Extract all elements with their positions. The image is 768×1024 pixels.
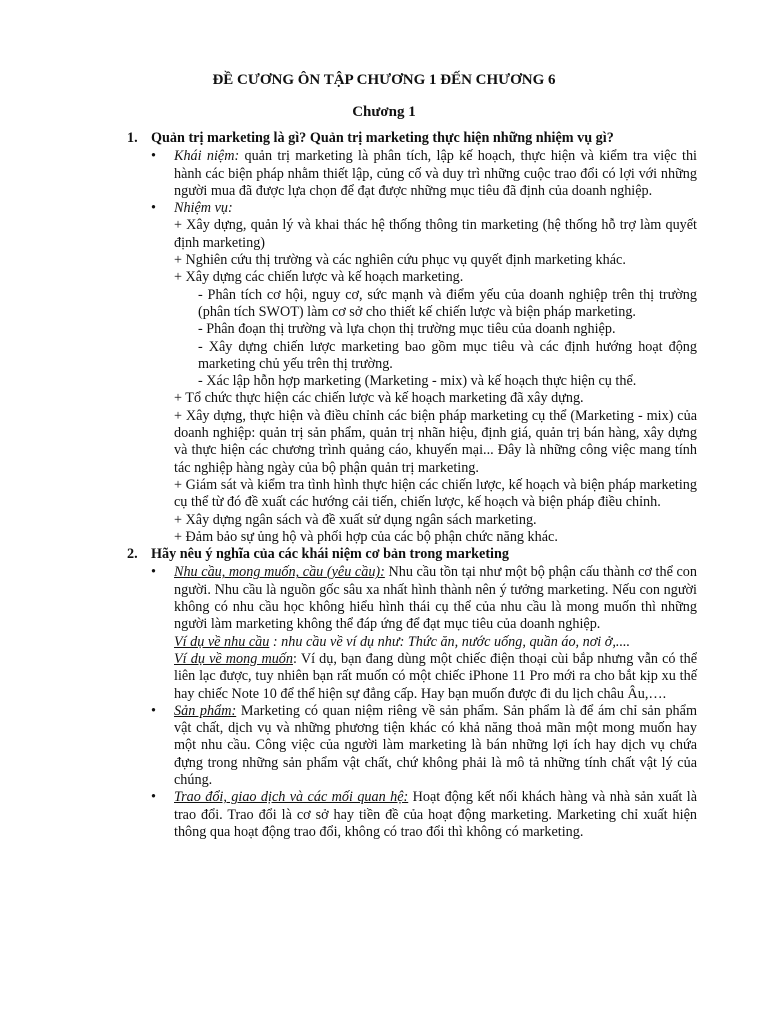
example-label: Ví dụ về nhu cầu <box>174 633 270 650</box>
list-item <box>127 703 697 789</box>
question-title: Quản trị marketing là gì? Quản trị marketing thực hiện những nhiệm vụ gì? <box>151 130 614 146</box>
item-term: Khái niệm: <box>174 148 240 165</box>
item-term: Trao đổi, giao dịch và các mối quan hệ: <box>174 789 409 806</box>
bullet-icon: • <box>151 200 156 217</box>
document-body <box>127 130 697 841</box>
sub-point: + Tổ chức thực hiện các chiến lược và kế hoạch marketing đã xây dựng. <box>174 390 584 407</box>
example-label: Ví dụ về mong muốn <box>174 650 293 667</box>
bullet-icon: • <box>151 564 156 581</box>
sub-point: + Nghiên cứu thị trường và các nghiên cứu phục vụ quyết định marketing khác. <box>174 252 626 269</box>
list-item <box>127 564 697 702</box>
item-text: quản trị marketing là phân tích, lập kế hoạch, thực hiện và kiểm tra việc thi hành các biện pháp nhằm thiết lập, củng cố và duy trì những cuộc trao đổi có lợi với những người mua đã được lựa chọn để đạt được những mục tiêu đã định của doanh nghiệp. <box>174 148 697 199</box>
sub-point: + Đảm bảo sự ủng hộ và phối hợp của các bộ phận chức năng khác. <box>174 528 558 545</box>
sub-point: + Xây dựng, thực hiện và điều chỉnh các biện pháp marketing cụ thể (Marketing - mix) của doanh nghiệp: quản trị sản phẩm, quản trị nhãn hiệu, định giá, quản trị bán hàng, xây dựng và thực hiện các chương trình quảng cáo, khuyến mại... Đây là những công việc mang tính tác nghiệp hàng ngày của bộ phận quản trị marketing. <box>174 407 697 476</box>
bullet-icon: • <box>151 789 156 806</box>
sub-point: + Xây dựng các chiến lược và kế hoạch marketing. <box>174 269 464 286</box>
example-text: : nhu cầu về ví dụ như: Thức ăn, nước uống, quần áo, nơi ở,.... <box>269 633 631 650</box>
item-term: Nhiệm vụ: <box>174 200 233 217</box>
bullet-icon: • <box>151 702 156 719</box>
chapter-heading: Chương 1 <box>352 104 416 120</box>
item-term: Sản phẩm: <box>174 702 237 719</box>
bullet-list <box>127 148 697 546</box>
list-item <box>127 200 697 546</box>
question-title: Hãy nêu ý nghĩa của các khái niệm cơ bản trong marketing <box>151 546 509 563</box>
sub-sub-point: - Xây dựng chiến lược marketing bao gồm mục tiêu và các định hướng hoạt động marketing chủ yếu trên thị trường. <box>198 338 697 372</box>
bullet-list <box>127 564 697 841</box>
example-text: : Ví dụ, bạn đang dùng một chiếc điện thoại cùi bắp nhưng vẫn có thể liên lạc được, tuy nhiên bạn rất muốn có một chiếc iPhone 11 Pro mới ra cho bắt kịp xu thế hay chiếc Note 10 để thể hiện sự đẳng cấp. Hay bạn muốn được đi du lịch châu Âu,…. <box>174 650 697 702</box>
item-text: Nhu cầu tồn tại như một bộ phận cấu thành cơ thể con người. Nhu cầu là nguồn gốc sâu xa nhất hình thành nên ý tưởng marketing. Nếu con người không có nhu cầu học không hiểu hình thái cụ thể của nhu cầu là mong muốn thì những người làm marketing không thể đáp ứng để đạt mục tiêu của doanh nghiệp. <box>174 564 697 633</box>
question-2 <box>127 546 697 563</box>
item-text: Marketing có quan niệm riêng về sản phẩm. Sản phẩm là để ám chỉ sản phẩm vật chất, dịch vụ và những phương tiện khác có khả năng thoả mãn một mong muốn hay một nhu cầu. Công việc của người làm marketing là bán những lợi ích hay dịch vụ chứa đựng trong những sản phẩm vật chất, chứ không phải là mô tả những tính chất vật lý của chúng. <box>174 702 697 788</box>
example-needs <box>174 634 697 651</box>
sub-point: + Xây dựng, quản lý và khai thác hệ thống thông tin marketing (hệ thống hỗ trợ làm quyết định marketing) <box>174 217 697 251</box>
example-wants <box>174 651 697 703</box>
sub-point: + Giám sát và kiểm tra tình hình thực hiện các chiến lược, kế hoạch và biện pháp marketing cụ thể từ đó đề xuất các hướng cải tiến, chiến lược, kế hoạch và biện pháp điều chỉnh. <box>174 476 697 511</box>
document-title: ĐỀ CƯƠNG ÔN TẬP CHƯƠNG 1 ĐẾN CHƯƠNG 6 <box>212 72 556 88</box>
question-number: 2. <box>127 546 138 563</box>
sub-sub-point: - Xác lập hỗn hợp marketing (Marketing - mix) và kế hoạch thực hiện cụ thể. <box>198 373 637 390</box>
list-item <box>127 789 697 841</box>
item-term: Nhu cầu, mong muốn, cầu (yêu cầu): <box>174 564 385 581</box>
item-text: Hoạt động kết nối khách hàng và nhà sản xuất là trao đổi. Trao đổi là cơ sở hay tiền đề của hoạt động marketing. Marketing chỉ xuất hiện thông qua hoạt động trao đổi, không có trao đổi thì không có marketing. <box>174 789 697 840</box>
question-1 <box>127 130 697 147</box>
question-number: 1. <box>127 130 138 146</box>
bullet-icon: • <box>151 148 156 165</box>
list-item <box>127 148 697 200</box>
sub-sub-point: - Phân đoạn thị trường và lựa chọn thị trường mục tiêu của doanh nghiệp. <box>198 321 616 338</box>
sub-sub-point: - Phân tích cơ hội, nguy cơ, sức mạnh và điểm yếu của doanh nghiệp trên thị trường (phân tích SWOT) làm cơ sở cho thiết kế chiến lược và biện pháp marketing. <box>198 286 697 320</box>
sub-point: + Xây dựng ngân sách và đề xuất sử dụng ngân sách marketing. <box>174 511 537 528</box>
